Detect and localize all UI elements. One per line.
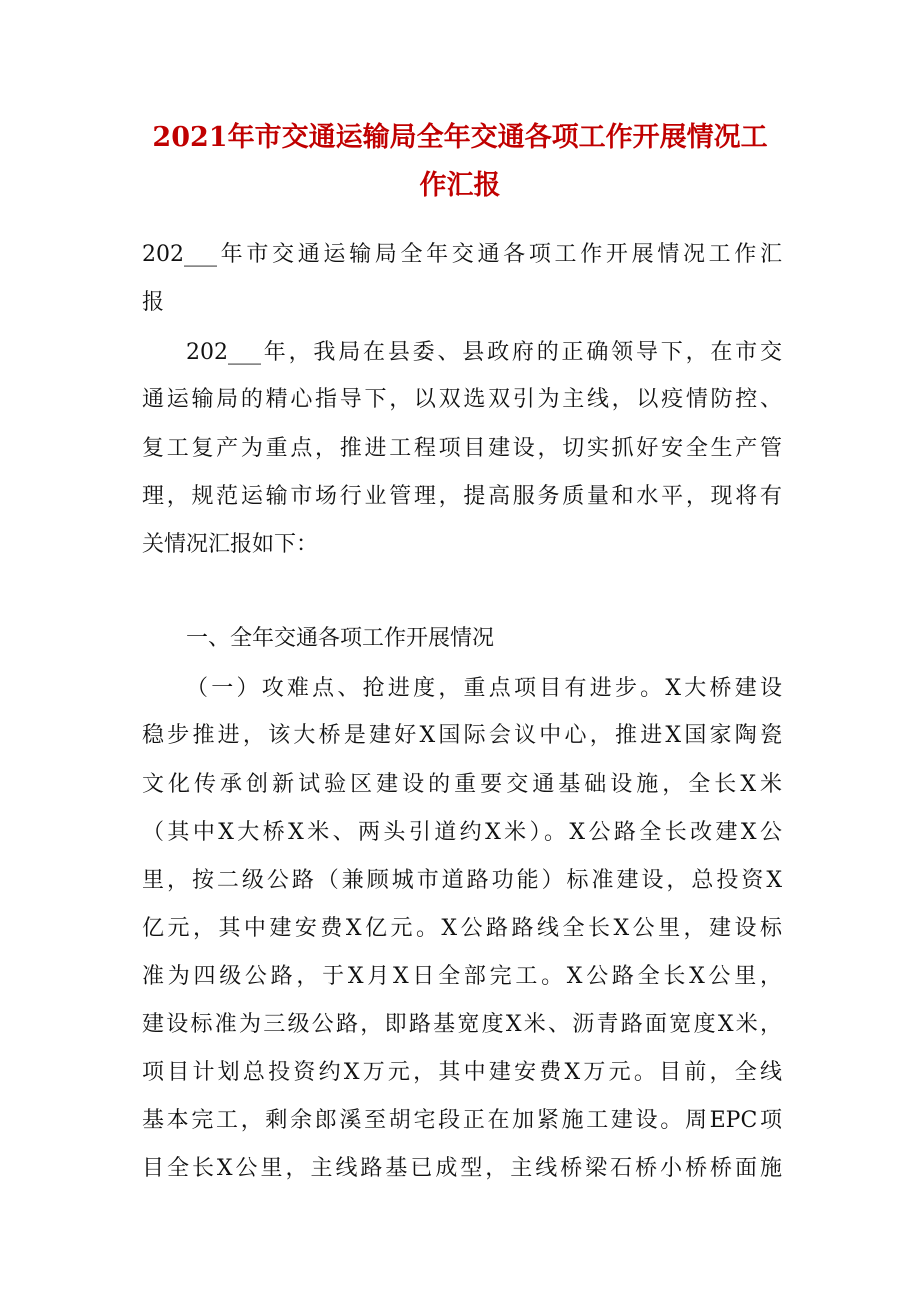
body-text-line: 准为四级公路，于X月X日全部完工。X公路全长X公里， [142, 964, 782, 989]
body-text-line: 基本完工，剩余郎溪至胡宅段正在加紧施工建设。周EPC项 [142, 1108, 782, 1133]
body-text-line: 理，规范运输市场行业管理，提高服务质量和水平，现将有 [142, 484, 782, 509]
subtitle-line: 报 [142, 290, 165, 315]
body-text-line: 通运输局的精心指导下，以双选双引为主线，以疫情防控、 [142, 387, 782, 412]
document-title: 2021年市交通运输局全年交通各项工作开展情况工 [152, 122, 768, 153]
body-text-line: 复工复产为重点，推进工程项目建设，切实抓好安全生产管 [142, 436, 782, 461]
body-text-line: 目全长X公里，主线路基已成型，主线桥梁石桥小桥桥面施 [142, 1156, 782, 1181]
document-title-continued: 作汇报 [419, 170, 501, 201]
body-text-line: 稳步推进，该大桥是建好X国际会议中心，推进X国家陶瓷 [142, 723, 782, 748]
body-text-line: 文化传承创新试验区建设的重要交通基础设施，全长X米 [142, 772, 782, 797]
subtitle-line: 202___年市交通运输局全年交通各项工作开展情况工作汇 [142, 242, 782, 267]
body-text-line: 关情况汇报如下： [142, 532, 319, 557]
section-heading: 一、全年交通各项工作开展情况 [186, 626, 495, 651]
body-text-line: 202___年，我局在县委、县政府的正确领导下，在市交 [186, 340, 782, 365]
body-text-line: （一）攻难点、抢进度，重点项目有进步。X大桥建设 [186, 676, 782, 701]
body-text-line: 项目计划总投资约X万元，其中建安费X万元。目前，全线 [142, 1060, 782, 1085]
body-text-line: 里，按二级公路（兼顾城市道路功能）标准建设，总投资X [142, 868, 782, 893]
body-text-line: 亿元，其中建安费X亿元。X公路路线全长X公里，建设标 [142, 916, 782, 941]
body-text-line: 建设标准为三级公路，即路基宽度X米、沥青路面宽度X米， [142, 1012, 782, 1037]
body-text-line: （其中X大桥X米、两头引道约X米）。X公路全长改建X公 [142, 820, 782, 845]
